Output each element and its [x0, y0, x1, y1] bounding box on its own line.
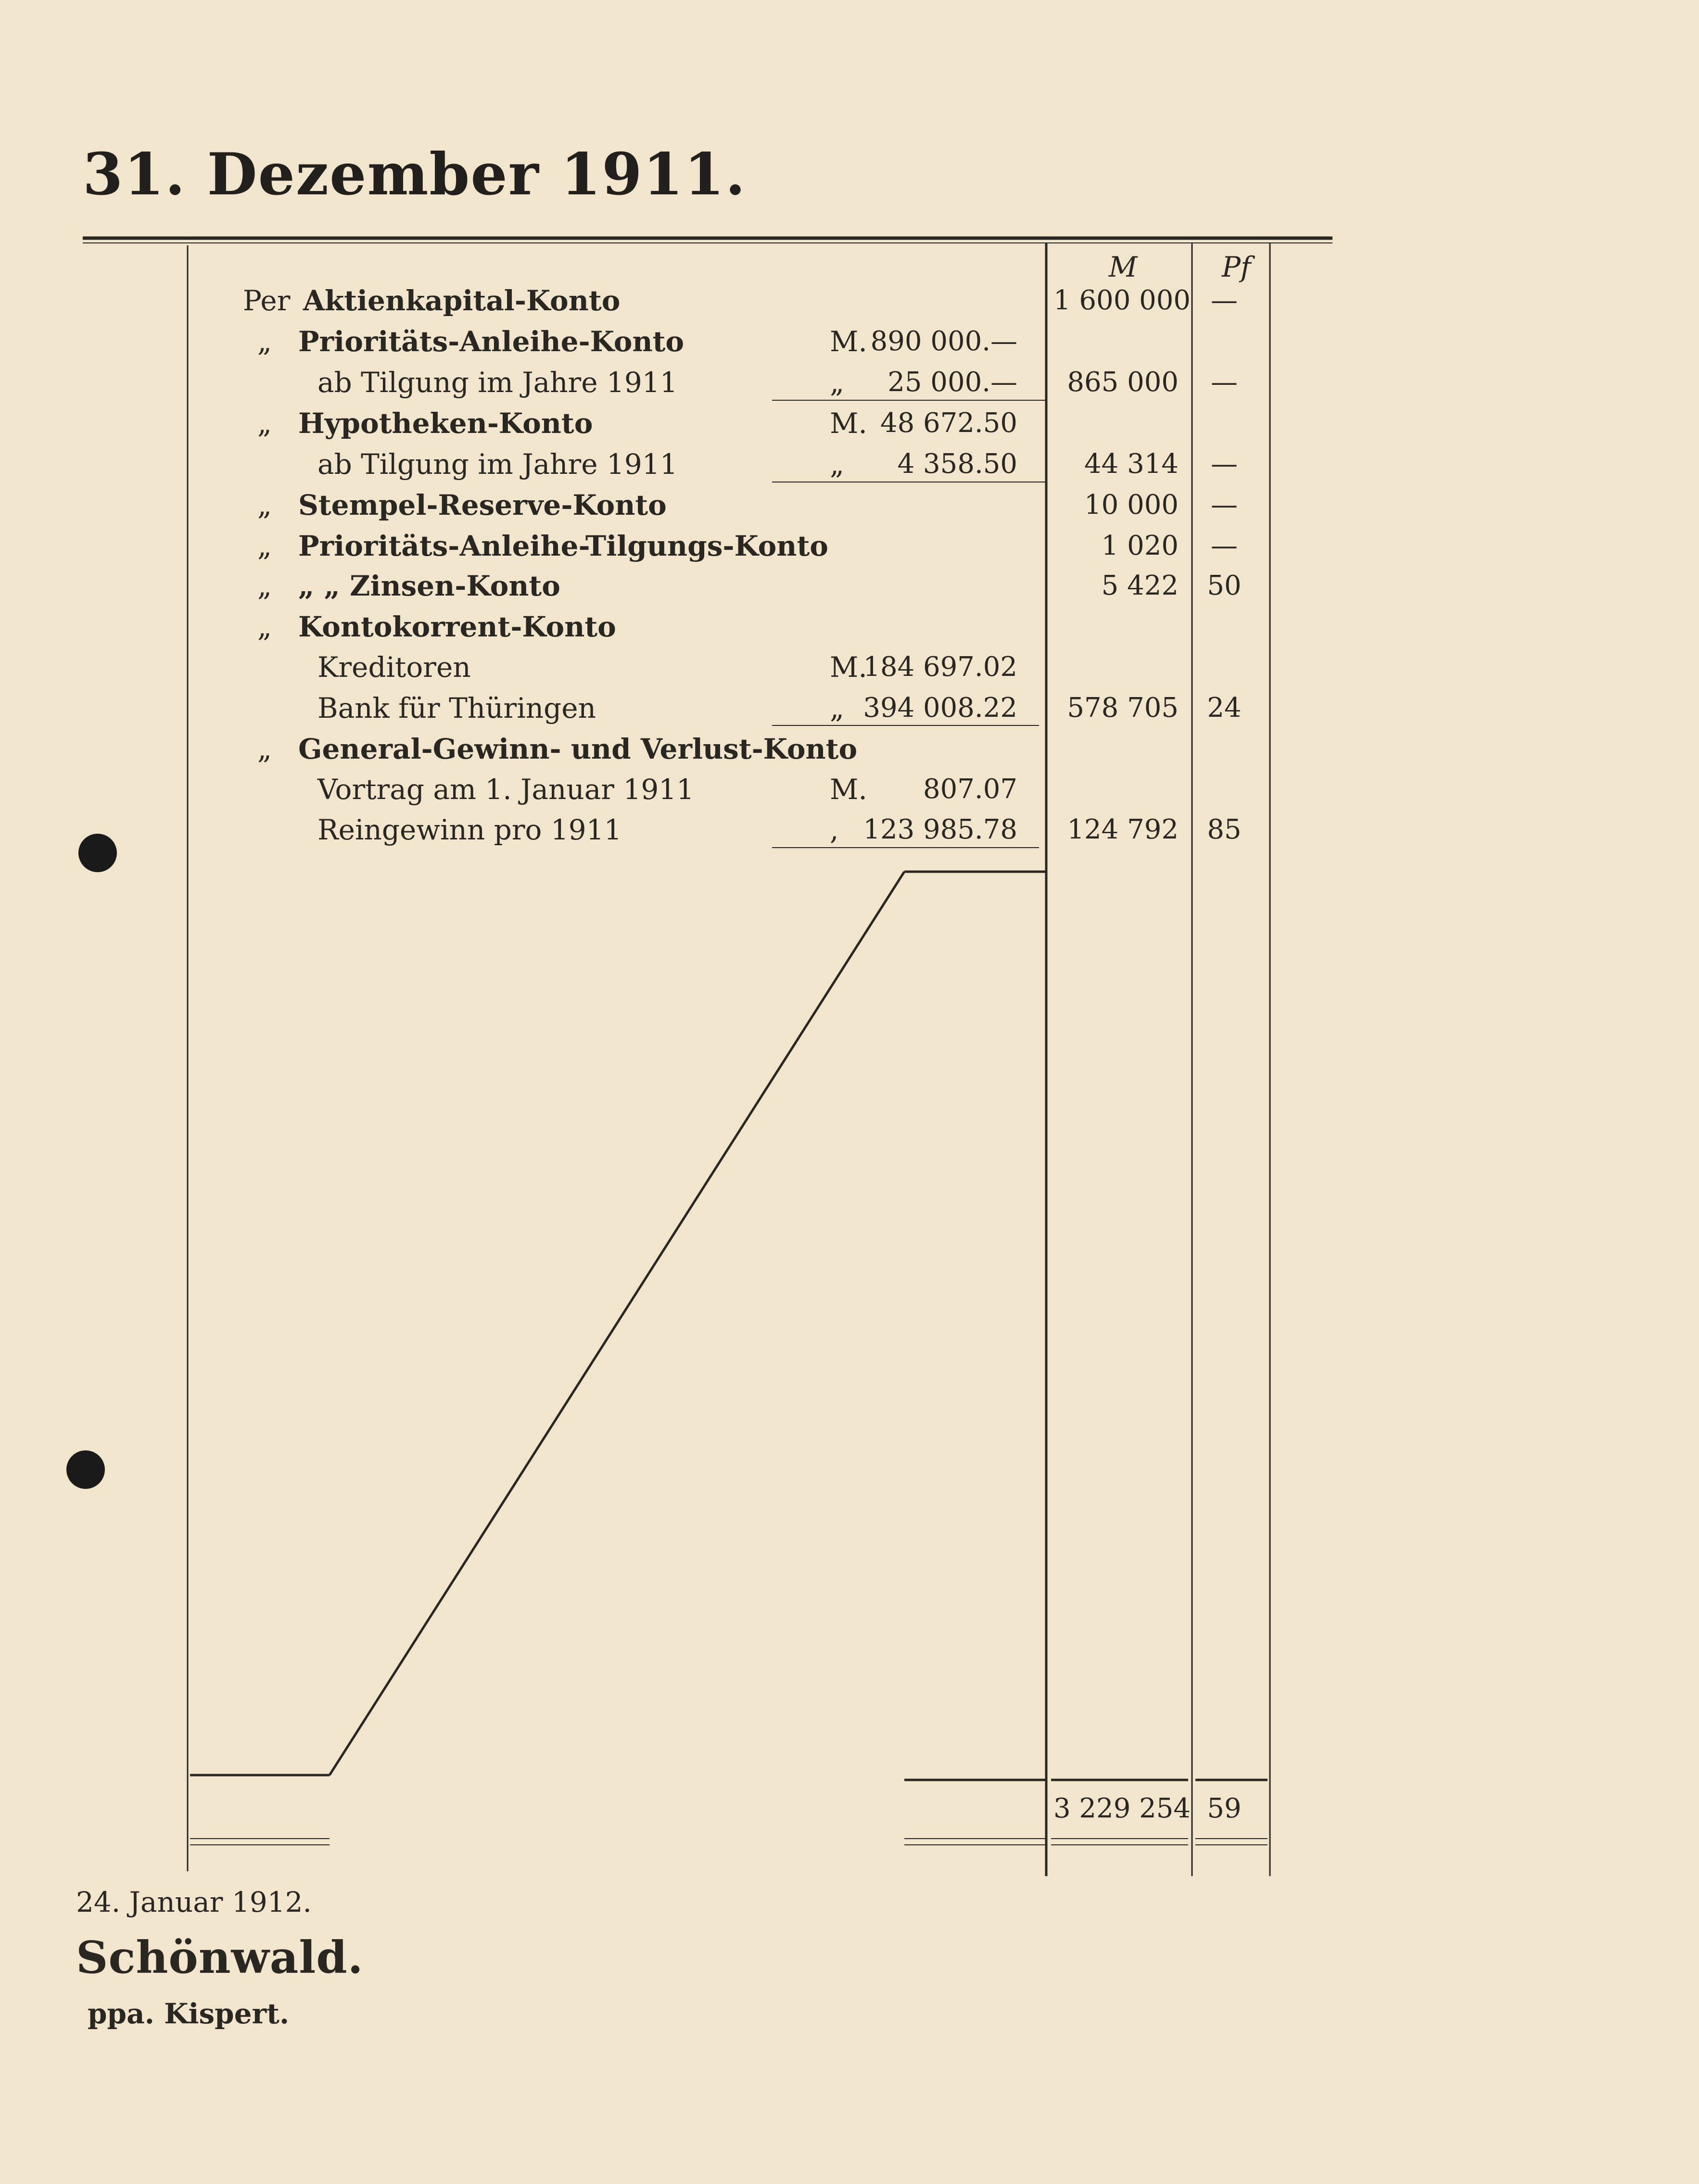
- row-prefix: „: [257, 530, 272, 562]
- row-mark-amount: 578 705: [1067, 692, 1179, 724]
- row-mark-amount: 44 314: [1084, 448, 1179, 480]
- row-sub-currency: „: [830, 366, 845, 399]
- signature-ppa: ppa. Kispert.: [88, 1997, 290, 2030]
- row-label: Kreditoren: [317, 651, 471, 684]
- total-mark: 3 229 254: [1053, 1793, 1191, 1824]
- row-pf-amount: 50: [1207, 570, 1242, 601]
- row-sub-amount: 807.07: [923, 774, 1017, 805]
- row-label: Bank für Thüringen: [317, 692, 596, 724]
- row-label: Stempel-Reserve-Konto: [298, 489, 667, 521]
- row-sub-amount: 890 000.—: [870, 326, 1017, 357]
- row-sub-currency: M.: [830, 773, 867, 806]
- row-prefix: „: [257, 733, 272, 765]
- row-label: General-Gewinn- und Verlust-Konto: [298, 733, 858, 765]
- row-pf-amount: —: [1211, 285, 1238, 316]
- row-prefix: „: [257, 610, 272, 643]
- row-label: Prioritäts-Anleihe-Konto: [298, 325, 685, 358]
- row-sub-currency: „: [830, 448, 845, 481]
- row-pf-amount: 85: [1207, 814, 1242, 845]
- row-sub-amount: 25 000.—: [888, 367, 1017, 398]
- row-pf-amount: —: [1211, 367, 1238, 398]
- signature-name: Schönwald.: [76, 1931, 364, 1983]
- row-pf-amount: 24: [1207, 692, 1242, 724]
- row-label: Reingewinn pro 1911: [317, 813, 622, 846]
- row-label: ab Tilgung im Jahre 1911: [317, 448, 678, 481]
- row-sub-amount: 123 985.78: [863, 814, 1017, 845]
- row-mark-amount: 10 000: [1084, 489, 1179, 521]
- row-mark-amount: 124 792: [1067, 814, 1179, 845]
- row-prefix: Per: [243, 284, 291, 317]
- row-label: „ „ Zinsen-Konto: [298, 570, 560, 602]
- row-prefix: „: [257, 570, 272, 602]
- row-sub-amount: 394 008.22: [863, 692, 1017, 724]
- pf-column-header: Pf: [1222, 251, 1251, 283]
- row-pf-amount: —: [1211, 448, 1238, 480]
- row-sub-amount: 48 672.50: [880, 407, 1017, 439]
- row-pf-amount: —: [1211, 530, 1238, 561]
- signature-date: 24. Januar 1912.: [76, 1886, 312, 1918]
- row-label: ab Tilgung im Jahre 1911: [317, 366, 678, 399]
- row-label: Vortrag am 1. Januar 1911: [317, 773, 695, 806]
- row-label: Hypotheken-Konto: [298, 407, 593, 440]
- row-prefix: „: [257, 325, 272, 358]
- total-pf: 59: [1207, 1793, 1242, 1824]
- row-mark-amount: 5 422: [1101, 570, 1179, 601]
- row-mark-amount: 1 020: [1101, 530, 1179, 561]
- row-sub-currency: M.: [830, 407, 867, 440]
- punch-hole: [78, 834, 117, 872]
- row-label: Aktienkapital-Konto: [303, 284, 621, 317]
- row-sub-currency: „: [830, 692, 845, 724]
- punch-hole: [66, 1450, 105, 1489]
- page-title: 31. Dezember 1911.: [83, 140, 747, 208]
- row-sub-currency: M.: [830, 325, 867, 358]
- row-pf-amount: —: [1211, 489, 1238, 521]
- row-sub-amount: 4 358.50: [897, 448, 1017, 480]
- row-prefix: „: [257, 407, 272, 440]
- row-mark-amount: 1 600 000: [1053, 285, 1191, 316]
- row-sub-currency: M.: [830, 651, 867, 684]
- row-prefix: „: [257, 489, 272, 521]
- row-sub-currency: ,: [830, 813, 839, 846]
- row-sub-amount: 184 697.02: [863, 651, 1017, 683]
- mark-column-header: M: [1109, 251, 1138, 283]
- row-label: Kontokorrent-Konto: [298, 610, 616, 643]
- row-label: Prioritäts-Anleihe-Tilgungs-Konto: [298, 530, 828, 562]
- row-mark-amount: 865 000: [1067, 367, 1179, 398]
